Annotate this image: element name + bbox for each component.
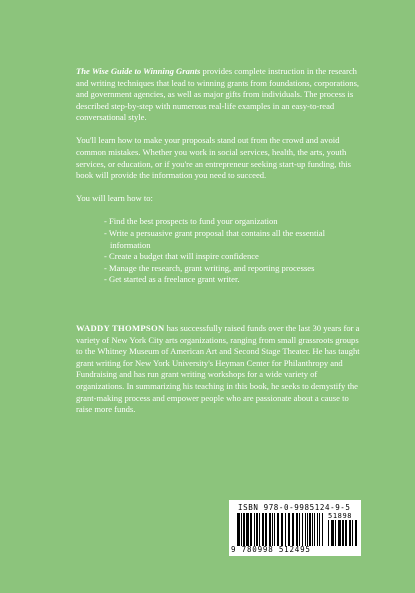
barcode-bar (262, 513, 264, 546)
barcode-bar (331, 520, 334, 546)
barcode-bar (305, 513, 306, 546)
barcode-bar (265, 513, 267, 546)
barcode-bar (285, 513, 286, 546)
price-addon-digits: 51898 (328, 512, 353, 520)
barcode-bar (352, 520, 353, 546)
barcode-bar (277, 513, 279, 546)
barcode-bar (309, 513, 311, 546)
learn-item: - Find the best prospects to fund your organization (104, 216, 278, 227)
barcode-bar (292, 513, 294, 546)
barcode-bar (269, 513, 271, 546)
book-title: The Wise Guide to Winning Grants (76, 66, 201, 76)
learn-list (104, 216, 361, 286)
author-bio-text: has successfully raised funds over the last 30 years for a variety of New York City arts organizations, ranging from small grassroots groups to the Whitney Museum of American Art and Second Stage Theater. He has taught grant writing for New York University's Heyman Center for Philanthropy and Fundraising and has run grant writing workshops for a wide variety of organizations. In summarizing his teaching in this book, he seeks to demystify the grant-making process and empower people who are passionate about a cause to raise more funds. (76, 323, 360, 415)
price-addon-bars (328, 520, 358, 546)
barcode-bar (254, 513, 255, 546)
barcode-bars (237, 513, 325, 546)
description-paragraph-1 (76, 66, 361, 124)
barcode-bar (319, 513, 320, 546)
book-description (76, 66, 361, 286)
learn-item: - Write a persuasive grant proposal that contains all the essential information (104, 228, 325, 250)
barcode-bar (274, 513, 275, 546)
barcode-bar (246, 513, 249, 546)
learn-item: - Manage the research, grant writing, and reporting processes (104, 262, 315, 273)
barcode-bar (328, 520, 329, 546)
barcode-bar (281, 513, 283, 546)
author-bio (76, 323, 361, 416)
barcode-bar (250, 513, 252, 546)
ean-digits: 9 780998 512495 (231, 545, 311, 554)
barcode-bar (349, 520, 351, 546)
barcode-bar (345, 520, 347, 546)
learn-intro: You will learn how to: (76, 193, 153, 204)
barcode-bar (314, 513, 315, 546)
barcode-bar (355, 520, 357, 546)
description-paragraph-2: You'll learn how to make your proposals stand out from the crowd and avoid common mistakes. Whether you work in social services, health, the arts, youth services, or education, or if you're an entrepreneur seeking start-up funding, this book will provide the information you need to succeed. (76, 135, 352, 181)
isbn-barcode (229, 500, 361, 556)
barcode-bar (243, 513, 245, 546)
barcode-bar (317, 513, 318, 546)
barcode-bar (296, 513, 298, 546)
barcode-bar (335, 520, 336, 546)
isbn-label: ISBN 978-0-9985124-9-5 (238, 503, 351, 512)
author-name: WADDY THOMPSON (76, 323, 165, 333)
description-text-1: provides complete instruction in the research and writing techniques that lead to winning grants from foundations, corporations, and government agencies, as well as major gifts from individuals. The process is described step-by-step with numerous real-life examples in an easy-to-read conversational style. (76, 66, 360, 123)
barcode-bar (272, 513, 273, 546)
barcode-bar (259, 513, 260, 546)
barcode-bar (307, 513, 308, 546)
barcode-bar (288, 513, 290, 546)
barcode-bar (299, 513, 300, 546)
learn-item: - Get started as a freelance grant writer. (104, 274, 240, 285)
barcode-bar (241, 513, 242, 546)
barcode-bar (237, 513, 240, 546)
barcode-bar (302, 513, 303, 546)
barcode-bar (322, 513, 323, 546)
learn-item: - Create a budget that will inspire confidence (104, 251, 259, 262)
barcode-bar (312, 513, 313, 546)
barcode-bar (342, 520, 344, 546)
barcode-bar (338, 520, 341, 546)
barcode-bar (256, 513, 258, 546)
